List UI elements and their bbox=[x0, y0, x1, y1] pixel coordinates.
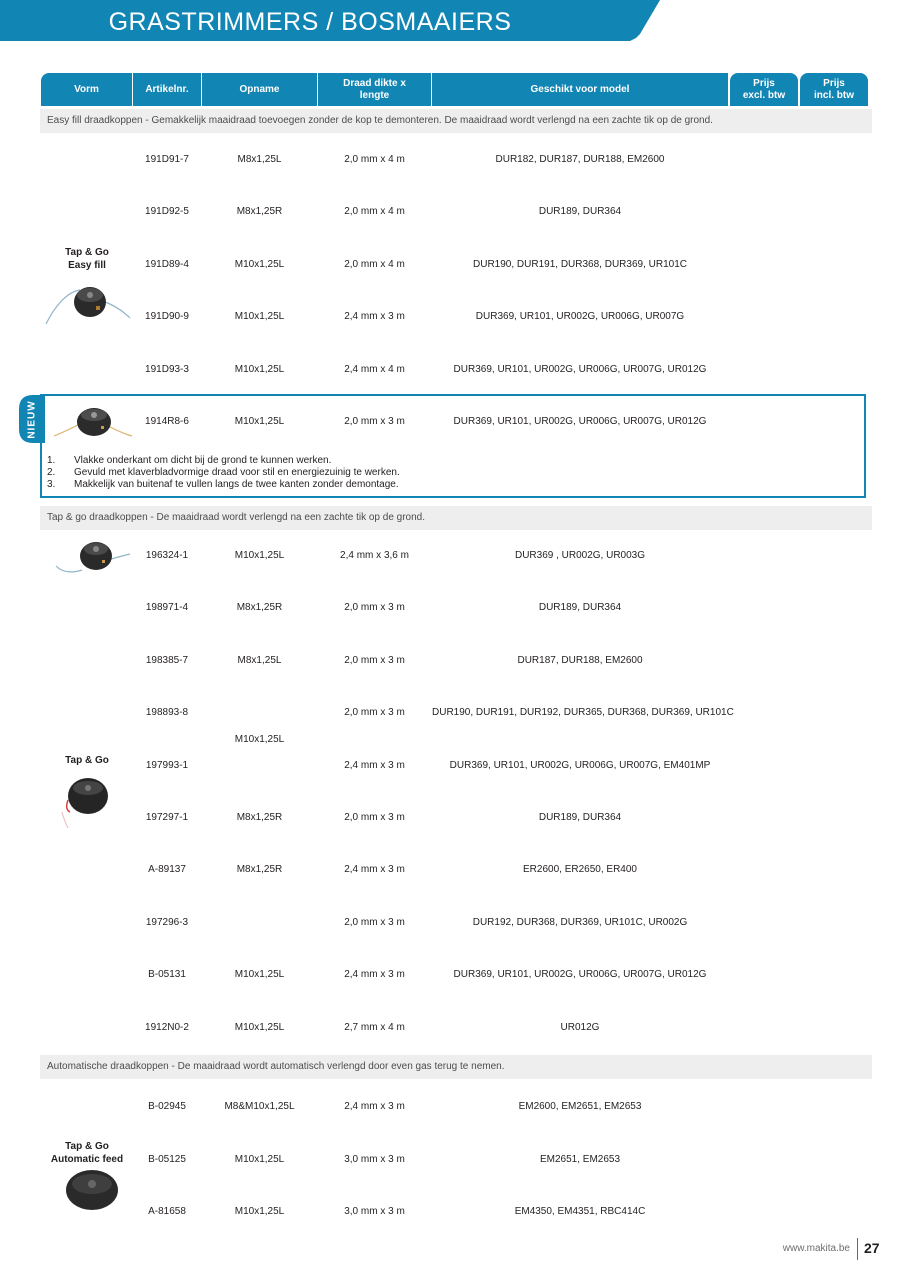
header-prijs-excl: Prijs excl. btw bbox=[730, 73, 798, 106]
page-number: 27 bbox=[864, 1240, 880, 1256]
model-value: ER2600, ER2650, ER400 bbox=[523, 864, 637, 876]
opname-value: M8x1,25R bbox=[236, 602, 283, 614]
model-value: DUR187, DUR188, EM2600 bbox=[517, 654, 643, 666]
article-number: 197297-1 bbox=[145, 812, 189, 823]
draad-value: 3,0 mm x 3 m bbox=[344, 1153, 405, 1165]
model-value: DUR189, DUR364 bbox=[538, 206, 622, 218]
feature-number: 1. bbox=[47, 455, 56, 466]
article-number: 191D89-4 bbox=[145, 258, 189, 270]
draad-value: 2,0 mm x 4 m bbox=[344, 154, 405, 165]
opname-value: M10x1,25L bbox=[234, 311, 285, 323]
draad-value: 2,7 mm x 4 m bbox=[344, 1021, 405, 1033]
article-number: 191D93-3 bbox=[145, 363, 189, 375]
model-value: EM4350, EM4351, RBC414C bbox=[514, 1206, 646, 1217]
tap-go-merged-opname: M10x1,25L bbox=[234, 734, 285, 745]
feature-text: Makkelijk van buitenaf te vullen langs de twee kanten zonder demontage. bbox=[74, 479, 399, 490]
opname-value: M8&M10x1,25L bbox=[224, 1101, 295, 1112]
draad-value: 2,0 mm x 3 m bbox=[344, 416, 405, 427]
model-value: UR012G bbox=[560, 1021, 600, 1033]
article-number: 1914R8-6 bbox=[145, 416, 189, 427]
article-number: A-81658 bbox=[148, 1206, 186, 1217]
article-number: B-05125 bbox=[148, 1153, 186, 1165]
opname-value: M8x1,25R bbox=[236, 864, 283, 876]
article-number: 197296-3 bbox=[145, 916, 189, 928]
feature-text: Gevuld met klaverbladvormige draad voor stil en energiezuinig te werken. bbox=[74, 467, 400, 478]
draad-value: 2,0 mm x 3 m bbox=[344, 654, 405, 666]
model-value: DUR182, DUR187, DUR188, EM2600 bbox=[495, 154, 665, 165]
model-value: DUR369, UR101, UR002G, UR006G, UR007G, EM401MP bbox=[449, 759, 711, 771]
opname-value: M8x1,25L bbox=[237, 154, 282, 165]
draad-value: 2,0 mm x 4 m bbox=[344, 206, 405, 218]
feature-number: 2. bbox=[47, 467, 56, 478]
model-value: EM2651, EM2653 bbox=[539, 1153, 621, 1165]
tap-go-head-image bbox=[56, 770, 120, 830]
opname-value: M10x1,25L bbox=[234, 1021, 285, 1033]
draad-value: 2,0 mm x 4 m bbox=[344, 258, 405, 270]
article-number: A-89137 bbox=[148, 864, 186, 876]
article-number: 1912N0-2 bbox=[145, 1021, 189, 1033]
draad-value: 2,4 mm x 3 m bbox=[344, 759, 405, 771]
footer-url: www.makita.be bbox=[782, 1243, 850, 1254]
draad-value: 2,0 mm x 3 m bbox=[344, 812, 405, 823]
automatic-head-image bbox=[62, 1168, 122, 1212]
feature-text: Vlakke onderkant om dicht bij de grond te kunnen werken. bbox=[74, 455, 332, 466]
header-model: Geschikt voor model bbox=[432, 73, 728, 106]
article-number: 198971-4 bbox=[145, 602, 189, 614]
opname-value: M8x1,25L bbox=[237, 654, 282, 666]
group-label-automatic: Tap & Go Automatic feed bbox=[50, 1141, 124, 1165]
opname-value: M8x1,25R bbox=[236, 206, 283, 218]
article-number: 191D90-9 bbox=[145, 311, 189, 323]
model-value: DUR190, DUR191, DUR368, DUR369, UR101C bbox=[473, 258, 687, 270]
nieuw-label: NIEUW bbox=[26, 399, 38, 439]
draad-value: 2,4 mm x 3 m bbox=[344, 311, 405, 323]
footer-separator bbox=[857, 1238, 858, 1260]
section-easy-fill: Easy fill draadkoppen - Gemakkelijk maaidraad toevoegen zonder de kop te demonteren. De maaidraad wordt verlengd na een zachte tik op de grond. bbox=[40, 109, 872, 133]
article-number: B-02945 bbox=[148, 1101, 186, 1112]
article-number: B-05131 bbox=[148, 969, 186, 981]
draad-value: 3,0 mm x 3 m bbox=[344, 1206, 405, 1217]
model-value: DUR190, DUR191, DUR192, DUR365, DUR368, DUR369, UR101C bbox=[432, 707, 734, 719]
section-automatic: Automatische draadkoppen - De maaidraad wordt automatisch verlengd door even gas terug te nemen. bbox=[40, 1055, 872, 1079]
header-opname: Opname bbox=[202, 73, 317, 106]
feature-number: 3. bbox=[47, 479, 56, 490]
draad-value: 2,4 mm x 3 m bbox=[344, 864, 405, 876]
opname-value: M10x1,25L bbox=[234, 1206, 285, 1217]
article-number: 198385-7 bbox=[145, 654, 189, 666]
article-number: 196324-1 bbox=[145, 550, 189, 561]
article-number: 197993-1 bbox=[145, 759, 189, 771]
section-tap-go: Tap & go draadkoppen - De maaidraad wordt verlengd na een zachte tik op de grond. bbox=[40, 506, 872, 530]
model-value: DUR369, UR101, UR002G, UR006G, UR007G bbox=[475, 311, 685, 323]
draad-value: 2,0 mm x 3 m bbox=[344, 916, 405, 928]
model-value: DUR369, UR101, UR002G, UR006G, UR007G, UR012G bbox=[453, 363, 707, 375]
opname-value: M10x1,25L bbox=[234, 550, 285, 561]
opname-value: M10x1,25L bbox=[234, 363, 285, 375]
header-draad: Draad dikte x lengte bbox=[318, 73, 431, 106]
opname-value: M10x1,25L bbox=[234, 416, 285, 427]
article-number: 191D91-7 bbox=[145, 154, 189, 165]
opname-value: M10x1,25L bbox=[234, 969, 285, 981]
model-value: DUR189, DUR364 bbox=[538, 812, 622, 823]
article-number: 191D92-5 bbox=[145, 206, 189, 218]
header-prijs-incl: Prijs incl. btw bbox=[800, 73, 868, 106]
tap-go-head-image-small bbox=[52, 536, 134, 578]
easy-fill-head-image bbox=[44, 278, 134, 328]
group-label-easy-fill: Tap & Go Easy fill bbox=[65, 247, 109, 271]
draad-value: 2,0 mm x 3 m bbox=[344, 707, 405, 719]
opname-value: M10x1,25L bbox=[234, 258, 285, 270]
model-value: DUR189, DUR364 bbox=[538, 602, 622, 614]
draad-value: 2,4 mm x 3 m bbox=[344, 969, 405, 981]
header-artikelnr: Artikelnr. bbox=[133, 73, 201, 106]
model-value: DUR369 , UR002G, UR003G bbox=[514, 550, 646, 561]
group-label-tap-go: Tap & Go bbox=[65, 755, 109, 766]
draad-value: 2,4 mm x 3,6 m bbox=[340, 550, 409, 561]
model-value: DUR192, DUR368, DUR369, UR101C, UR002G bbox=[472, 916, 688, 928]
draad-value: 2,4 mm x 3 m bbox=[344, 1101, 405, 1112]
draad-value: 2,0 mm x 3 m bbox=[344, 602, 405, 614]
header-vorm: Vorm bbox=[41, 73, 132, 106]
model-value: EM2600, EM2651, EM2653 bbox=[518, 1101, 642, 1112]
article-number: 198893-8 bbox=[145, 707, 189, 719]
model-value: DUR369, UR101, UR002G, UR006G, UR007G, UR012G bbox=[453, 969, 707, 981]
nieuw-head-image bbox=[50, 400, 134, 442]
page-title: GRASTRIMMERS / BOSMAAIERS bbox=[108, 8, 512, 36]
opname-value: M8x1,25R bbox=[236, 812, 283, 823]
opname-value: M10x1,25L bbox=[234, 1153, 285, 1165]
draad-value: 2,4 mm x 4 m bbox=[344, 363, 405, 375]
model-value: DUR369, UR101, UR002G, UR006G, UR007G, UR012G bbox=[453, 416, 707, 427]
